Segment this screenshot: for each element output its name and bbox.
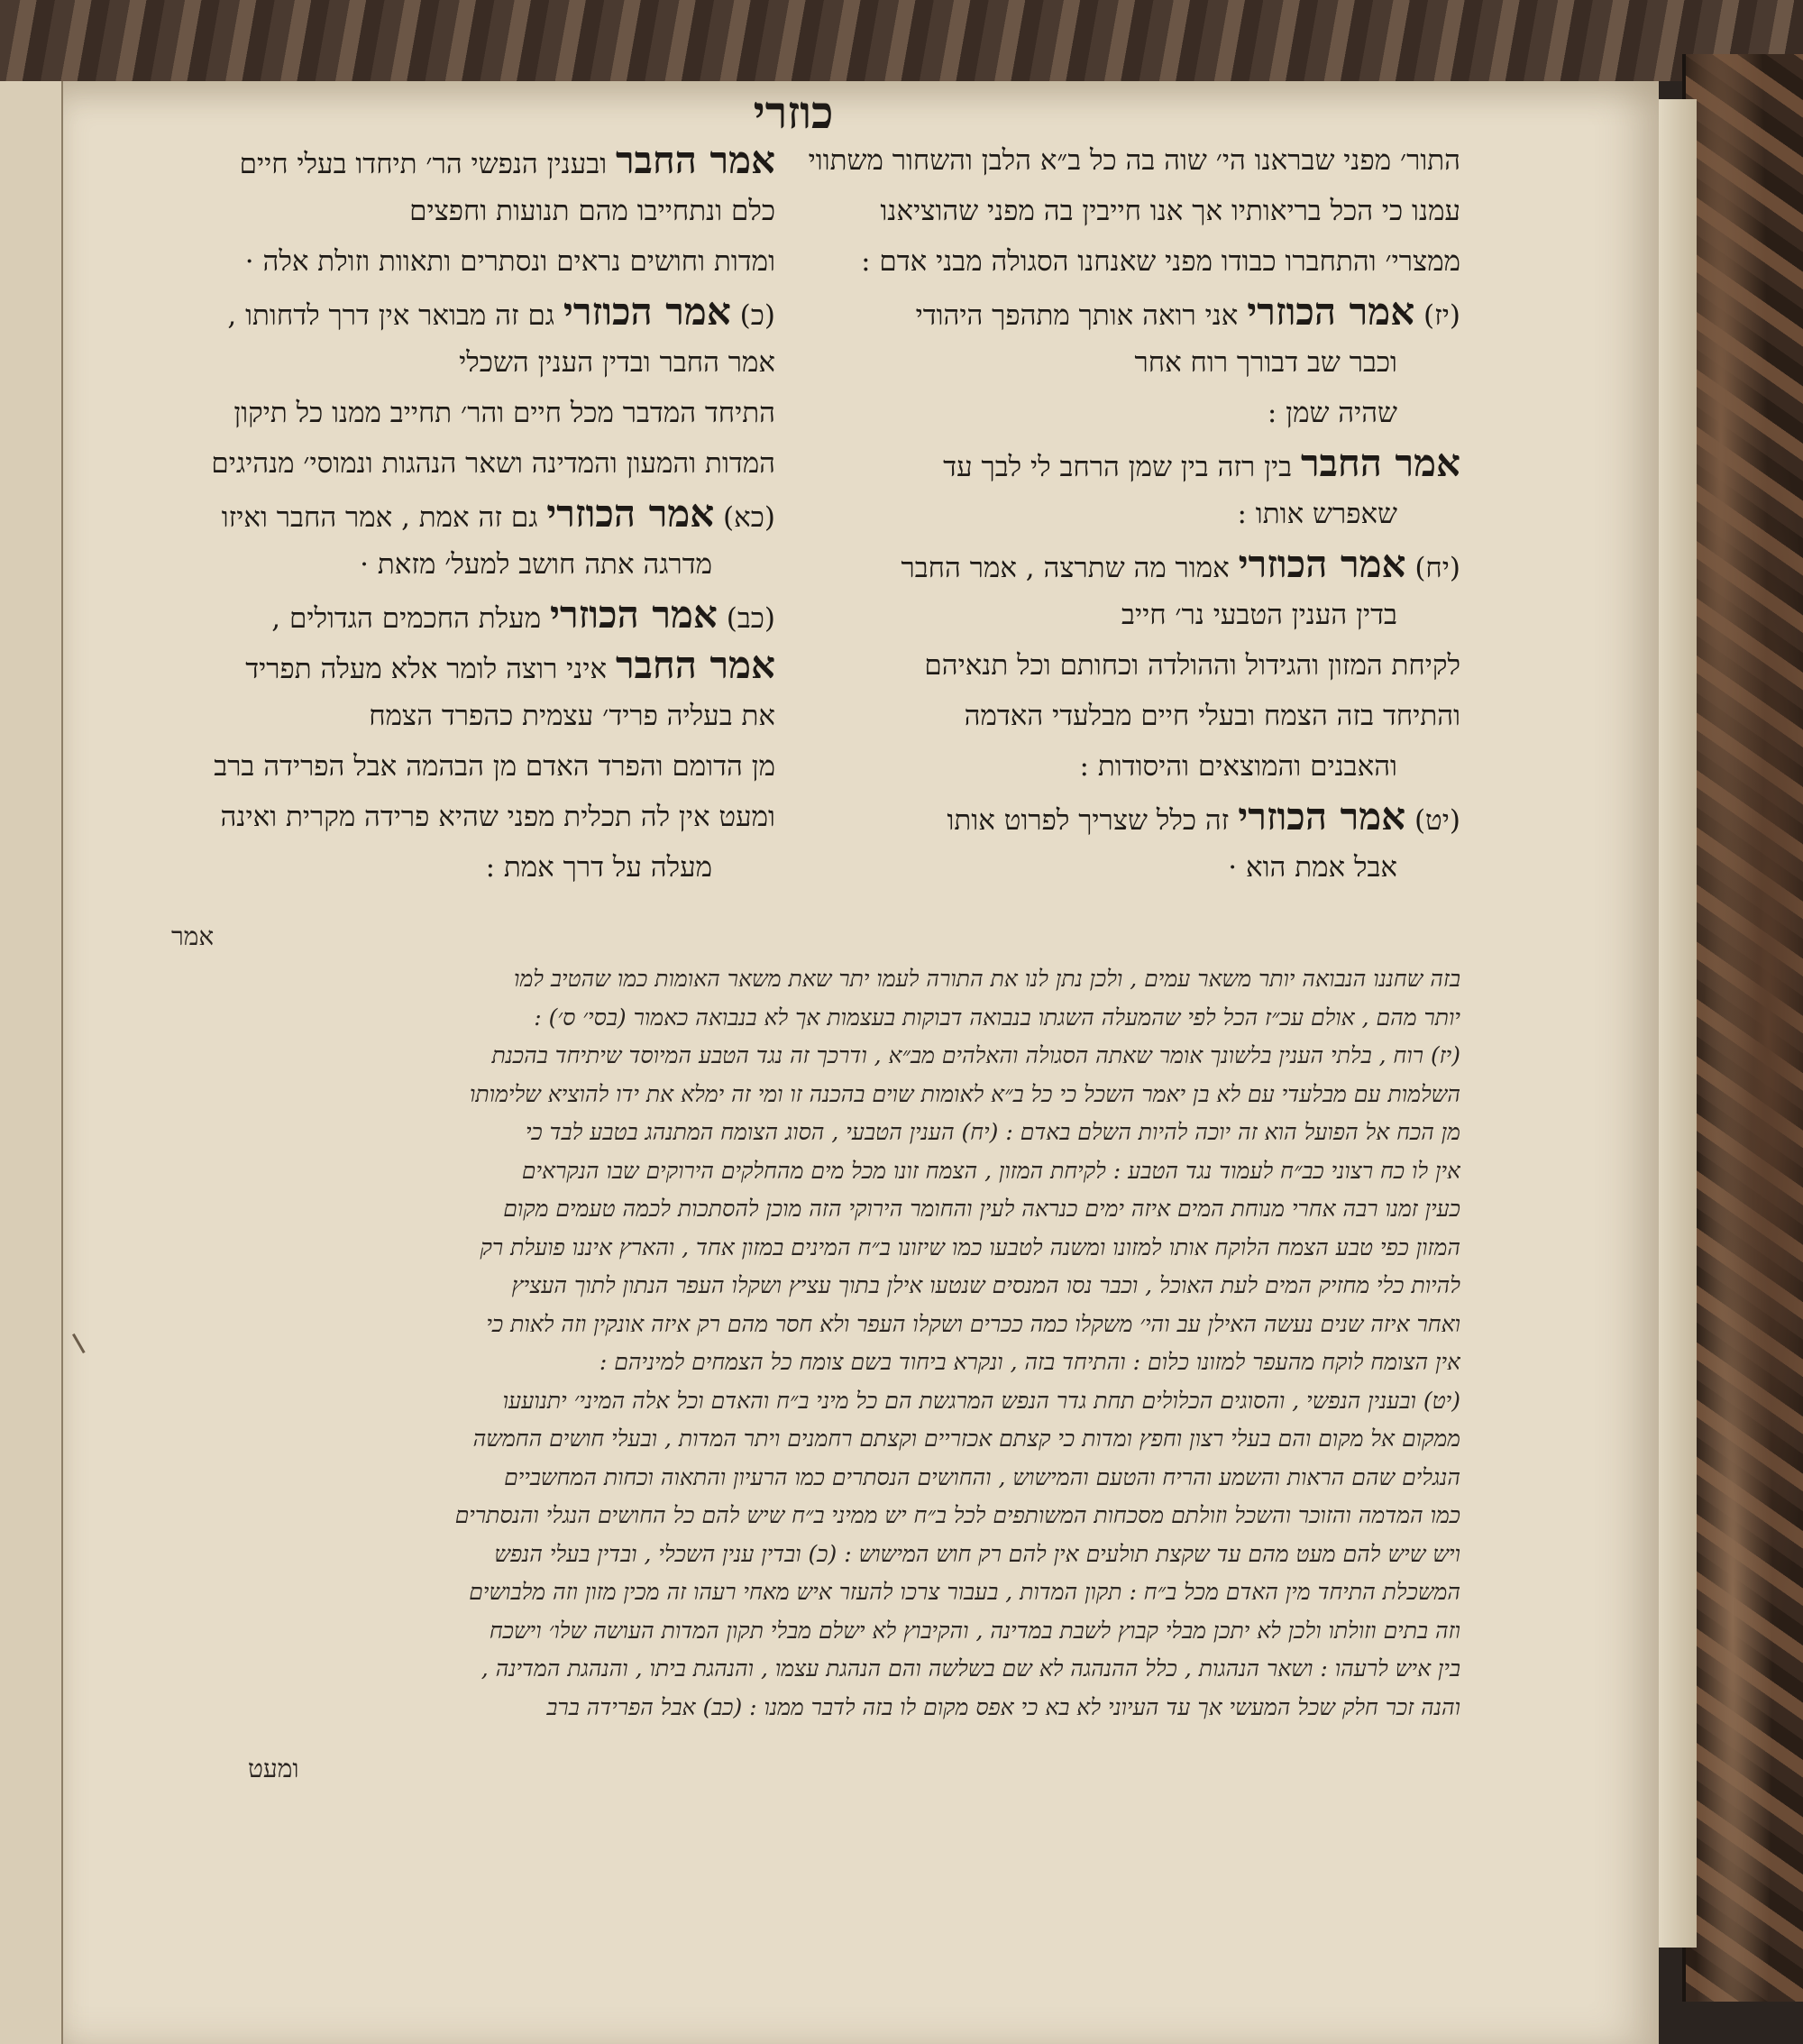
right-column <box>793 135 1460 893</box>
line-text: ומדות וחושים נראים ונסתרים ותאוות וזולת אלה · <box>244 245 775 278</box>
line-text: אני רואה אותך מתהפך היהודי <box>915 299 1239 332</box>
marbled-cover <box>1682 54 1803 2002</box>
left-column-line <box>117 741 775 792</box>
line-text: ובענין הנפשי הר׳ תיחדו בעלי חיים <box>239 148 608 180</box>
commentary-line: כמו המדמה והזוכר והשכל וזולתם מסכחות המשותפים לכל ב״ח יש ממיני ב״ח שיש להם כל החושים הנגלי והנסתרים <box>454 1502 1460 1528</box>
line-text: את בעליה פריד׳ עצמית כהפרד הצמח <box>369 700 775 732</box>
commentary-line: וזה בתים וזולתו ולכן לא יתכן מבלי קבוץ לשבת במדינה , והקיבוץ לא ישלם מבלי תקון המדות העושה שלו׳ וישכח <box>489 1617 1460 1644</box>
right-column-line <box>793 186 1460 236</box>
commentary-line: והנה זכר חלק שכל המעשי אך עד העיוני לא בא כי אפס מקום לו בזה לדבר ממנו : (כב) אבל הפרידה ברב <box>546 1693 1460 1720</box>
commentary-line: הנגלים שהם הראות והשמע והריח והטעם והמישוש , והחושים הנסתרים כמו הרעיון והתאוה וכחות המחשביים <box>504 1463 1460 1490</box>
line-text: והתיחד בזה הצמח ובעלי חיים מבלעדי האדמה <box>964 700 1460 732</box>
commentary-line: בין איש לרעהו : ושאר הנהגות , כלל ההנהגה לא שם בשלשה והם הנהגת עצמו , והנהגת ביתו , והנהגת המדינה , <box>480 1655 1460 1682</box>
commentary-line: מן הכח אל הפועל הוא זה יוכה להיות השלם באדם : (יח) הענין הטבעי , הסוג הצומח המתנהג בטבע לבד כי <box>525 1119 1460 1145</box>
left-column-line <box>117 590 775 640</box>
section-number: (יז) <box>1423 299 1460 332</box>
line-text: בין רזה בין שמן הרחב לי לבך עד <box>943 451 1293 483</box>
section-number: (יט) <box>1414 804 1460 837</box>
left-column-line <box>117 287 775 337</box>
line-text: ממצרי׳ והתחברו כבודו מפני שאנחנו הסגולה מבני אדם : <box>861 245 1460 278</box>
left-column-line <box>117 186 775 236</box>
line-text: שאפרש אותו : <box>1237 498 1397 530</box>
line-text: לקיחת המזון והגידול וההולדה וכחותם וכל תנאיהם <box>924 649 1460 682</box>
section-number: (יח) <box>1414 552 1460 584</box>
line-text: מדרגה אתה חושב למעל׳ מזאת · <box>360 548 712 581</box>
catchword-top: אמר <box>171 921 215 951</box>
line-text: אבל אמת הוא · <box>1228 851 1397 884</box>
speaker-label: אמר החבר <box>615 138 775 182</box>
speaker-label: אמר הכוזרי <box>563 289 731 334</box>
running-header: כוזרי <box>753 86 834 139</box>
speaker-label: אמר החבר <box>1300 441 1460 485</box>
speaker-label: אמר הכוזרי <box>1238 794 1406 839</box>
commentary-line: המשכלת התיחד מין האדם מכל ב״ח : תקון המדות , בעבור צרכו להעזר איש מאחי רעהו זה מכין מזון וזה מלבושים <box>469 1579 1460 1605</box>
commentary-line: (יז) רוח , בלתי הענין בלשונך אומר שאתה הסגולה והאלהים מב״א , ודרכך זה נגד הטבע המיוסד שיתיחד בהכנת <box>491 1042 1460 1068</box>
right-column-line <box>793 337 1460 388</box>
left-column-line <box>117 842 775 893</box>
line-text: המדות והמעון והמדינה ושאר הנהגות ונמוסי׳ מנהיגים <box>211 447 775 480</box>
left-column-line <box>117 337 775 388</box>
book-cover-top <box>0 0 1803 81</box>
right-column-line <box>793 539 1460 590</box>
commentary-line: כעין זמנו רבה אחרי מנוחת המים איזה ימים כנראה לעין והחומר הירוקי הזה מוכן להסתכות לכמה טעמים מקום <box>503 1196 1460 1222</box>
right-column-line <box>793 691 1460 741</box>
right-column-line <box>793 842 1460 893</box>
left-column <box>117 135 775 893</box>
commentary-line: ואחר איזה שנים נעשה האילן עב והי׳ משקלו כמה ככרים ושקלו העפר ולא חסר מהם רק איזה אונקין וזה לאות כי <box>486 1310 1460 1337</box>
right-column-line <box>793 489 1460 539</box>
right-column-line <box>793 287 1460 337</box>
speaker-label: אמר הכוזרי <box>549 592 718 637</box>
line-text: גם זה אמת , אמר החבר ואיזו <box>221 501 538 534</box>
right-column-line <box>793 741 1460 792</box>
commentary-block <box>126 960 1460 1727</box>
line-text: התור׳ מפני שבראנו הי׳ שוה בה כל ב״א הלבן והשחור משתווי <box>808 144 1460 177</box>
section-number: (כא) <box>723 501 775 534</box>
commentary-line: אין הצומח לוקח מהעפר למזונו כלום : והתיחד בזה , ונקרא ביחוד בשם צומח כל הצמחים למיניהם : <box>599 1349 1460 1375</box>
right-column-line <box>793 388 1460 438</box>
commentary-line: להיות כלי מחזיק המים לעת האוכל , וכבר נסו המנסים שנטעו אילן בתוך עציץ ושקלו העפר הנתון לתוך העציץ <box>511 1272 1460 1298</box>
line-text: זה כלל שצריך לפרוט אותו <box>947 804 1230 837</box>
speaker-label: אמר הכוזרי <box>1238 542 1406 586</box>
line-text: עמנו כי הכל בריאותיו אך אנו חייבין בה מפני שהוציאנו <box>880 195 1460 227</box>
left-column-line <box>117 438 775 489</box>
speaker-label: אמר החבר <box>615 643 775 687</box>
line-text: איני רוצה לומר אלא מעלה תפריד <box>245 653 608 685</box>
right-column-line <box>793 792 1460 842</box>
right-column-line <box>793 590 1460 640</box>
right-column-line <box>793 135 1460 186</box>
line-text: כלם ונתחייבו מהם תנועות וחפצים <box>409 195 775 227</box>
left-column-line <box>117 135 775 186</box>
commentary-line: בזה שחננו הנבואה יותר משאר עמים , ולכן נתן לנו את התורה לעמו יתר שאת משאר האומות כמו שהטיב למו <box>514 966 1460 992</box>
commentary-line: אין לו כח רצוני כב״ח לעמוד נגד הטבע : לקיחת המזון , הצמח זונו מכל מים מהחלקים הירוקים שבו הנקראים <box>521 1157 1460 1184</box>
section-number: (כ) <box>739 299 775 332</box>
line-text: מעלה על דרך אמת : <box>485 851 712 884</box>
right-column-line <box>793 640 1460 691</box>
commentary-line: ויש שיש להם מעט מהם עד שקצת תולעים אין להם רק חוש המישוש : (כ) ובדין ענין השכלי , ובדין בעלי הנפש <box>494 1540 1460 1567</box>
right-column-line <box>793 438 1460 489</box>
left-column-line <box>117 539 775 590</box>
line-text: והאבנים והמוצאים והיסודות : <box>1079 750 1397 783</box>
commentary-line: יותר מהם , אולם עכ״ז הכל לפי שהמעלה השגתו בנבואה דבוקות בעצמות אך לא בנבואה כאמור (בסי׳ ס׳) : <box>534 1004 1460 1031</box>
left-column-line <box>117 792 775 842</box>
left-column-line <box>117 236 775 287</box>
line-text: מן הדומם והפרד האדם מן הבהמה אבל הפרידה ברב <box>214 750 775 783</box>
facing-page-edge <box>0 81 64 2044</box>
commentary-line: השלמות עם מבלעדי עם לא בן יאמר השכל כי כל ב״א לאומות שוים בהכנה זו ומי זה ימלא את ידו להוציא שלימותו <box>470 1080 1460 1107</box>
speaker-label: אמר הכוזרי <box>546 491 715 536</box>
right-column-line <box>793 236 1460 287</box>
line-text: אמור מה שתרצה , אמר החבר <box>901 552 1230 584</box>
line-text: התיחד המדבר מכל חיים והר׳ תחייב ממנו כל תיקון <box>233 397 775 429</box>
section-number: (כב) <box>726 602 775 635</box>
left-column-line <box>117 388 775 438</box>
line-text: אמר החבר ובדין הענין השכלי <box>459 346 775 379</box>
line-text: מעלת החכמים הגדולים , <box>271 602 542 635</box>
line-text: שהיה שמן : <box>1267 397 1397 429</box>
left-column-line <box>117 640 775 691</box>
line-text: בדין הענין הטבעי נר׳ חייב <box>1121 599 1397 631</box>
speaker-label: אמר הכוזרי <box>1247 289 1415 334</box>
commentary-line: המזון כפי טבע הצמח הלוקח אותו למזונו ומשנה לטבעו כמו שיזונו ב״ח המינים במזון אחד , והארץ איננו פועלת רק <box>480 1233 1460 1260</box>
catchword-bottom: ומעט <box>248 1754 299 1783</box>
commentary-line: (יט) ובענין הנפשי , והסוגים הכלולים תחת גדר הנפש המרגשת הם כל מיני ב״ח והאדם וכל אלה המיני׳ יתנועעו <box>502 1387 1460 1414</box>
left-column-line <box>117 691 775 741</box>
line-text: ומעט אין לה תכלית מפני שהיא פרידה מקרית ואינה <box>220 801 775 833</box>
line-text: גם זה מבואר אין דרך לדחותו , <box>227 299 555 332</box>
left-column-line <box>117 489 775 539</box>
commentary-line: ממקום אל מקום והם בעלי רצון וחפץ ומדות כי קצתם אכזריים וקצתם רחמנים ויתר המדות , ובעלי חושים החמשה <box>472 1425 1460 1452</box>
line-text: וכבר שב דבורך רוח אחר <box>1134 346 1397 379</box>
